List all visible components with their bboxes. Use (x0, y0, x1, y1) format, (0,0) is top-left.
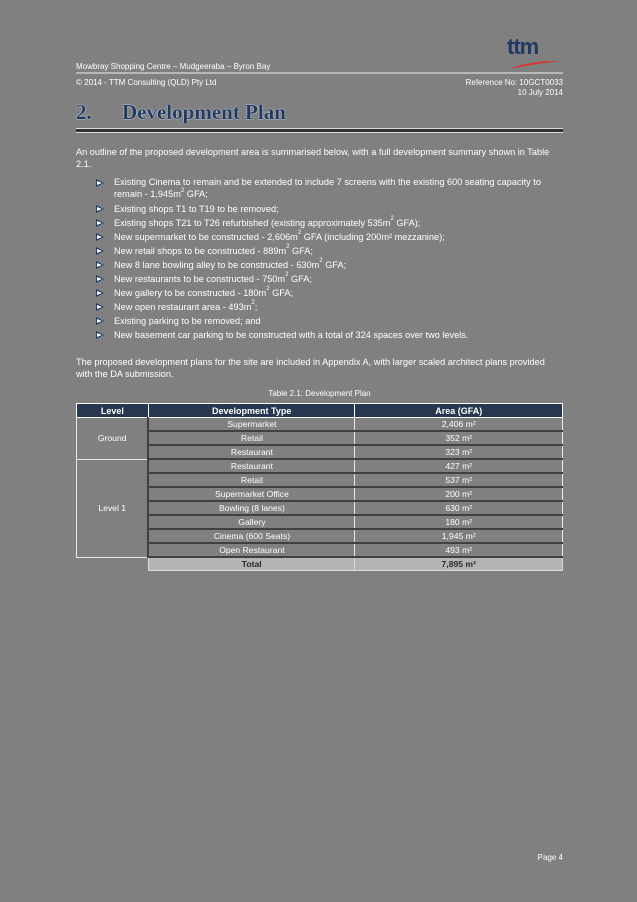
type-cell: Restaurant (148, 445, 355, 459)
list-item: Existing parking to be removed; and (96, 314, 563, 328)
section-number: 2. (76, 100, 92, 124)
area-cell: 427 m² (355, 459, 563, 473)
table-row (77, 529, 563, 543)
header-reference (466, 78, 563, 98)
type-cell: Supermarket Office (148, 487, 355, 501)
table-row (77, 543, 563, 557)
table-header-row (77, 404, 563, 418)
type-cell: Restaurant (148, 459, 355, 473)
bullet-arrow-icon (96, 179, 104, 187)
list-item: New basement car parking to be constructed with a total of 324 spaces over two levels. (96, 328, 563, 342)
bullet-arrow-icon (96, 247, 104, 255)
reference-number: Reference No: 10GCT0033 (465, 78, 563, 87)
development-bullet-list (96, 176, 563, 342)
total-blank-cell (77, 557, 149, 571)
type-cell: Retail (148, 431, 355, 445)
table-row (77, 431, 563, 445)
header-copyright: © 2014 - TTM Consulting (QLD) Pty Ltd (76, 78, 217, 87)
table-total-row (77, 557, 563, 571)
table-row (77, 445, 563, 459)
bullet-arrow-icon (96, 289, 104, 297)
list-item: Existing shops T1 to T19 to be removed; (96, 202, 563, 216)
list-item: New 8 lane bowling alley to be constructed - $630m^2$ GFA; (96, 258, 563, 272)
list-item: New retail shops to be constructed - $889m^2$ GFA; (96, 244, 563, 258)
area-cell: 1,945 m² (355, 529, 563, 543)
area-cell: 537 m² (355, 473, 563, 487)
type-cell: Retail (148, 473, 355, 487)
development-plan-table (76, 403, 563, 571)
table-row (77, 473, 563, 487)
header-divider (76, 72, 563, 74)
bullet-arrow-icon (96, 261, 104, 269)
area-cell: 200 m² (355, 487, 563, 501)
bullet-arrow-icon (96, 233, 104, 241)
intro-paragraph: An outline of the proposed development area is summarised below, with a full development summary shown in Table 2.1. (76, 147, 550, 169)
ttm-logo (503, 34, 563, 74)
logo-swoosh-icon (511, 60, 561, 68)
area-cell: 352 m² (355, 431, 563, 445)
area-cell: 2,406 m² (355, 418, 563, 432)
appendix-paragraph: The proposed development plans for the site are included in Appendix A, with larger scaled architect plans provided with the DA submission. (76, 357, 545, 379)
section-heading (76, 100, 563, 125)
column-header-level: Level (77, 404, 149, 418)
type-cell: Open Restaurant (148, 543, 355, 557)
bullet-arrow-icon (96, 303, 104, 311)
table-row (77, 459, 563, 473)
total-area: 7,895 m² (355, 557, 563, 571)
list-item: New supermarket to be constructed - $2,606m^2$ GFA (including 200m² mezzanine); (96, 230, 563, 244)
bullet-arrow-icon (96, 205, 104, 213)
header-project-title: Mowbray Shopping Centre – Mudgeeraba – Byron Bay (76, 62, 271, 71)
level-cell-ground: Ground (77, 418, 149, 460)
heading-divider (76, 128, 563, 133)
level-cell-level-1: Level 1 (77, 459, 149, 557)
table-row (77, 501, 563, 515)
page-number: Page 4 (537, 853, 563, 862)
area-cell: 493 m² (355, 543, 563, 557)
type-cell: Gallery (148, 515, 355, 529)
list-item: New open restaurant area - $493m^2$; (96, 300, 563, 314)
type-cell: Bowling (8 lanes) (148, 501, 355, 515)
table-row (77, 487, 563, 501)
logo-text: ttm (507, 34, 539, 59)
bullet-arrow-icon (96, 331, 104, 339)
list-item: New restaurants to be constructed - $750m^2$ GFA; (96, 272, 563, 286)
list-item: Existing shops T21 to T26 refurbished (existing approximately $535m^2$ GFA); (96, 216, 563, 230)
type-cell: Cinema (600 Seats) (148, 529, 355, 543)
bullet-arrow-icon (96, 275, 104, 283)
area-cell: 180 m² (355, 515, 563, 529)
table-row (77, 515, 563, 529)
list-item: Existing Cinema to remain and be extended to include 7 screens with the existing 600 seating capacity to remain - $1,945m^2$ GFA; (96, 176, 563, 200)
column-header-area: Area (GFA) (355, 404, 563, 418)
table-caption: Table 2.1: Development Plan (268, 389, 371, 398)
area-cell: 630 m² (355, 501, 563, 515)
document-date: 10 July 2014 (517, 88, 563, 97)
bullet-arrow-icon (96, 219, 104, 227)
type-cell: Supermarket (148, 418, 355, 432)
area-cell: 323 m² (355, 445, 563, 459)
list-item: New gallery to be constructed - $180m^2$ GFA; (96, 286, 563, 300)
bullet-arrow-icon (96, 317, 104, 325)
total-label: Total (148, 557, 355, 571)
table-row (77, 418, 563, 432)
column-header-development-type: Development Type (148, 404, 355, 418)
section-title: Development Plan (122, 100, 286, 124)
